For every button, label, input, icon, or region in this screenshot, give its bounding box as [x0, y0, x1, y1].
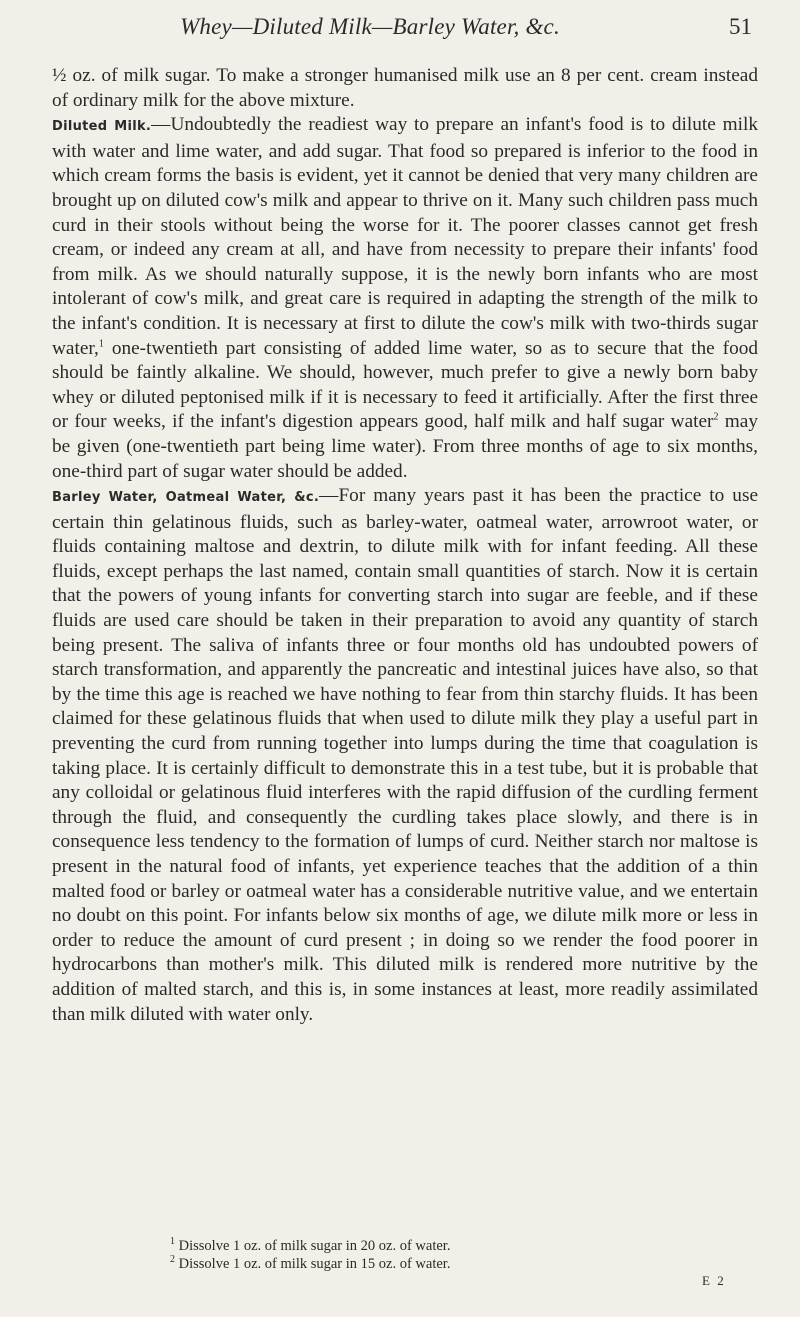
footnote — [170, 1237, 730, 1255]
paragraph-text: may be given (one-twentieth part being lime water). From three months of age to six months, one-third part of sugar water should be added. — [52, 411, 758, 482]
footnote-ref: 1 — [98, 338, 104, 350]
paragraph — [52, 113, 758, 484]
section-heading-barley-water: Barley Water, Oatmeal Water, &c. — [52, 490, 320, 506]
footnote-text: Dissolve 1 oz. of milk sugar in 20 oz. of water. — [175, 1238, 451, 1254]
body-text — [52, 64, 758, 1027]
footnote — [170, 1255, 730, 1273]
paragraph-text: —For many years past it has been the practice to use certain thin gelatinous fluids, such as barley-water, oatmeal water, arrowroot water, or fluids containing maltose and dextrin, to dilute milk with for infant feeding. All these fluids, except perhaps the last named, contain small quantities of starch. Now it is certain that the powers of young infants for converting starch into sugar are feeble, and if these fluids are used care should be taken in their preparation to avoid any quantity of starch being present. The saliva of infants three or four months old has undoubted powers of starch transformation, and apparently the pancreatic and intestinal juices have also, so that by the time this age is reached we have nothing to fear from thin starchy fluids. It has been claimed for these gelatinous fluids that when used to dilute milk they play a useful part in preventing the curd from running together into lumps during the time that coagulation is taking place. It is certainly difficult to demonstrate this in a test tube, but it is probable that any colloidal or gelatinous fluid interferes with the rapid diffusion of the curdling ferment through the fluid, and consequently the curdling takes place slowly, and there is in consequence less tendency to the formation of lumps of curd. Neither starch nor maltose is present in the natural food of infants, yet experience teaches that the addition of a thin malted food or barley or oatmeal water has a considerable nutritive value, and we entertain no doubt on this point. For infants below six months of age, we dilute milk more or less in order to reduce the amount of curd present ; in doing so we render the food poorer in hydrocarbons than mother's milk. This diluted milk is rendered more nutritive by the addition of malted starch, and this is, in some instances at least, more readily assimilated than milk diluted with water only. — [52, 485, 759, 1025]
paragraph — [52, 64, 758, 113]
running-header: Whey—Diluted Milk—Barley Water, &c. — [180, 14, 560, 39]
paragraph — [52, 484, 758, 1027]
paragraph-text: ½ oz. of milk sugar. To make a stronger humanised milk use an 8 per cent. cream instead of ordinary milk for the above mixture. — [52, 65, 758, 111]
footnote-mark: 1 — [170, 1236, 175, 1248]
signature-mark: E 2 — [702, 1273, 726, 1288]
paragraph-text: —Undoubtedly the readiest way to prepare an infant's food is to dilute milk with water and lime water, and add sugar. That food so prepared is inferior to the food in which cream forms the basis is evident, yet it cannot be denied that very many children are brought up on diluted cow's milk and appear to thrive on it. Many such children pass much curd in their stools without being the worse for it. The poorer classes cannot get fresh cream, or indeed any cream at all, and have from necessity to prepare their infants' food from milk. As we should naturally suppose, it is the newly born infants who are most intolerant of cow's milk, and great care is required in adapting the strength of the milk to the infant's condition. It is necessary at first to dilute the cow's milk with two-thirds sugar water, — [52, 114, 758, 359]
footnote-ref: 2 — [713, 411, 719, 423]
footnote-text: Dissolve 1 oz. of milk sugar in 15 oz. of water. — [175, 1256, 451, 1272]
footnote-mark: 2 — [170, 1254, 175, 1266]
footnotes — [170, 1237, 730, 1273]
page-number: 51 — [729, 14, 752, 39]
section-heading-diluted-milk: Diluted Milk. — [52, 119, 152, 135]
paragraph-text: one-twentieth part consisting of added lime water, so as to secure that the food should be faintly alkaline. We should, however, much prefer to give a newly born baby whey or diluted peptonised milk if it is necessary to feed it artificially. After the first three or four weeks, if the infant's digestion appears good, half milk and half sugar water — [52, 337, 758, 433]
